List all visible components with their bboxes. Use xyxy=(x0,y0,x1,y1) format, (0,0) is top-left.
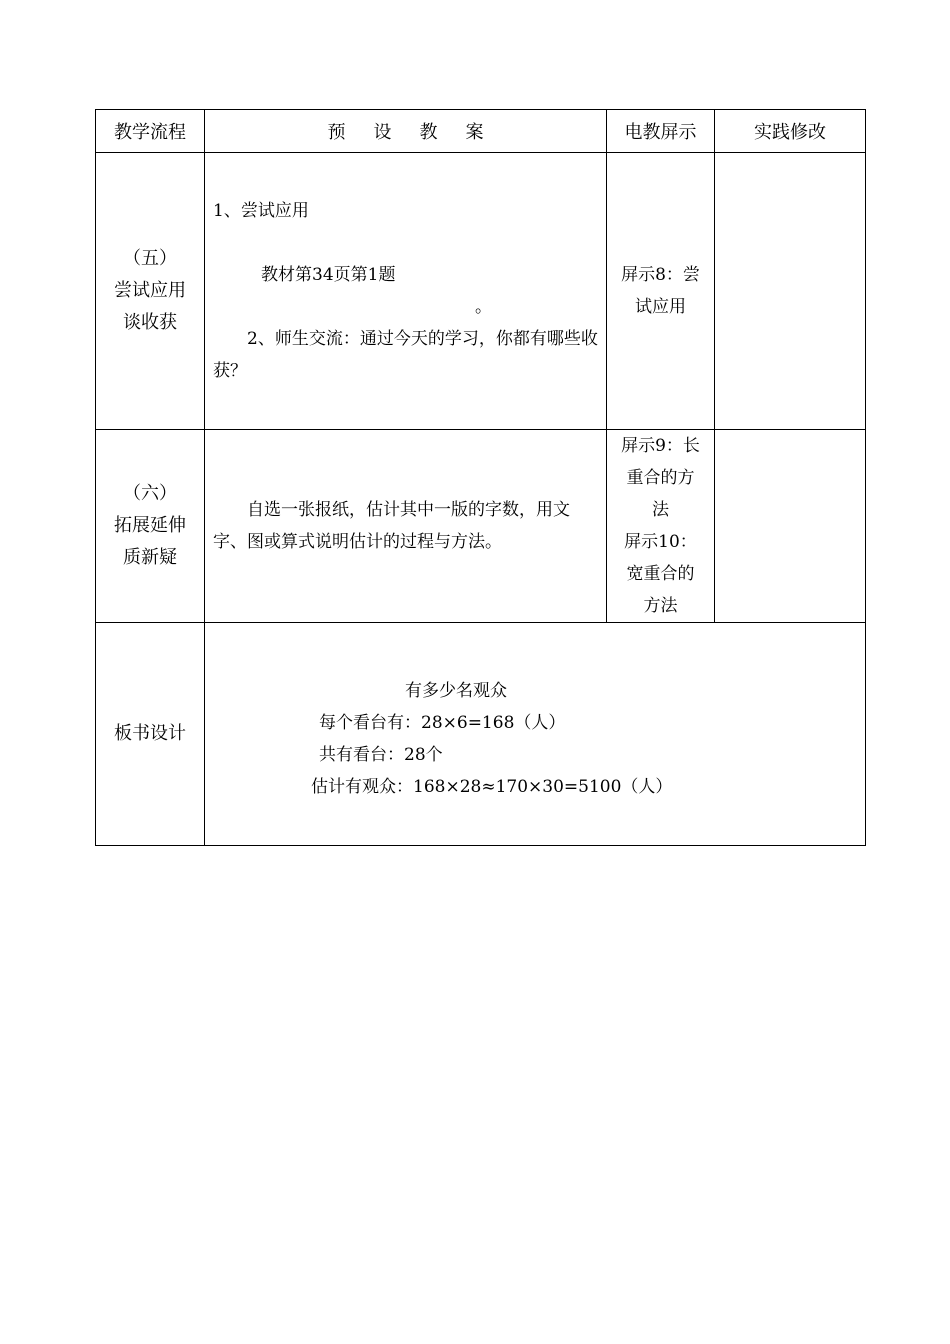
plan-item-1: 1、尝试应用 xyxy=(213,201,309,221)
stage-title: 尝试应用 xyxy=(114,280,186,301)
board-design xyxy=(205,623,865,845)
screen-cell xyxy=(607,430,715,623)
blank-line xyxy=(213,227,598,259)
screen-line: 宽重合的 xyxy=(626,564,695,584)
plan-item-1-detail: 教材第34页第1题 xyxy=(261,265,396,285)
screen-line: 方法 xyxy=(643,596,678,616)
board-line: 共有看台：28个 xyxy=(319,745,443,765)
revision-cell xyxy=(715,430,866,623)
stage-subtitle: 谈收获 xyxy=(123,312,177,333)
plan-dot: 。 xyxy=(475,297,492,317)
screen-line: 试应用 xyxy=(635,297,686,317)
plan-cell xyxy=(205,153,607,430)
screen-cell xyxy=(607,153,715,430)
screen-line: 屏示8：尝 xyxy=(621,265,700,285)
stage-cell xyxy=(96,430,205,623)
screen-line: 法 xyxy=(652,500,669,520)
table-row xyxy=(96,430,866,623)
lesson-plan-table xyxy=(95,109,866,846)
stage-number: （五） xyxy=(123,248,177,269)
board-title: 有多少名观众 xyxy=(405,681,507,701)
board-cell xyxy=(205,623,866,846)
board-line: 估计有观众：168×28≈170×30=5100（人） xyxy=(311,777,673,797)
plan-cell xyxy=(205,430,607,623)
header-revision: 实践修改 xyxy=(715,110,866,153)
header-screen: 电教屏示 xyxy=(607,110,715,153)
board-line: 每个看台有：28×6=168（人） xyxy=(319,713,566,733)
screen-line: 重合的方 xyxy=(626,468,695,488)
header-row xyxy=(96,110,866,153)
stage-cell xyxy=(96,153,205,430)
table-row xyxy=(96,623,866,846)
header-process: 教学流程 xyxy=(96,110,205,153)
header-plan: 预设教案 xyxy=(205,110,607,153)
stage-subtitle: 质新疑 xyxy=(123,547,177,568)
stage-title: 拓展延伸 xyxy=(114,515,186,536)
plan-item-2: 2、师生交流：通过今天的学习，你都有哪些收获？ xyxy=(213,329,598,381)
stage-cell xyxy=(96,623,205,846)
screen-line: 屏示10： xyxy=(624,532,697,552)
revision-cell xyxy=(715,153,866,430)
stage-title: 板书设计 xyxy=(114,723,186,744)
screen-line: 屏示9：长 xyxy=(621,436,700,456)
stage-number: （六） xyxy=(123,483,177,504)
plan-text: 自选一张报纸，估计其中一版的字数，用文字、图或算式说明估计的过程与方法。 xyxy=(213,500,570,552)
table-row xyxy=(96,153,866,430)
